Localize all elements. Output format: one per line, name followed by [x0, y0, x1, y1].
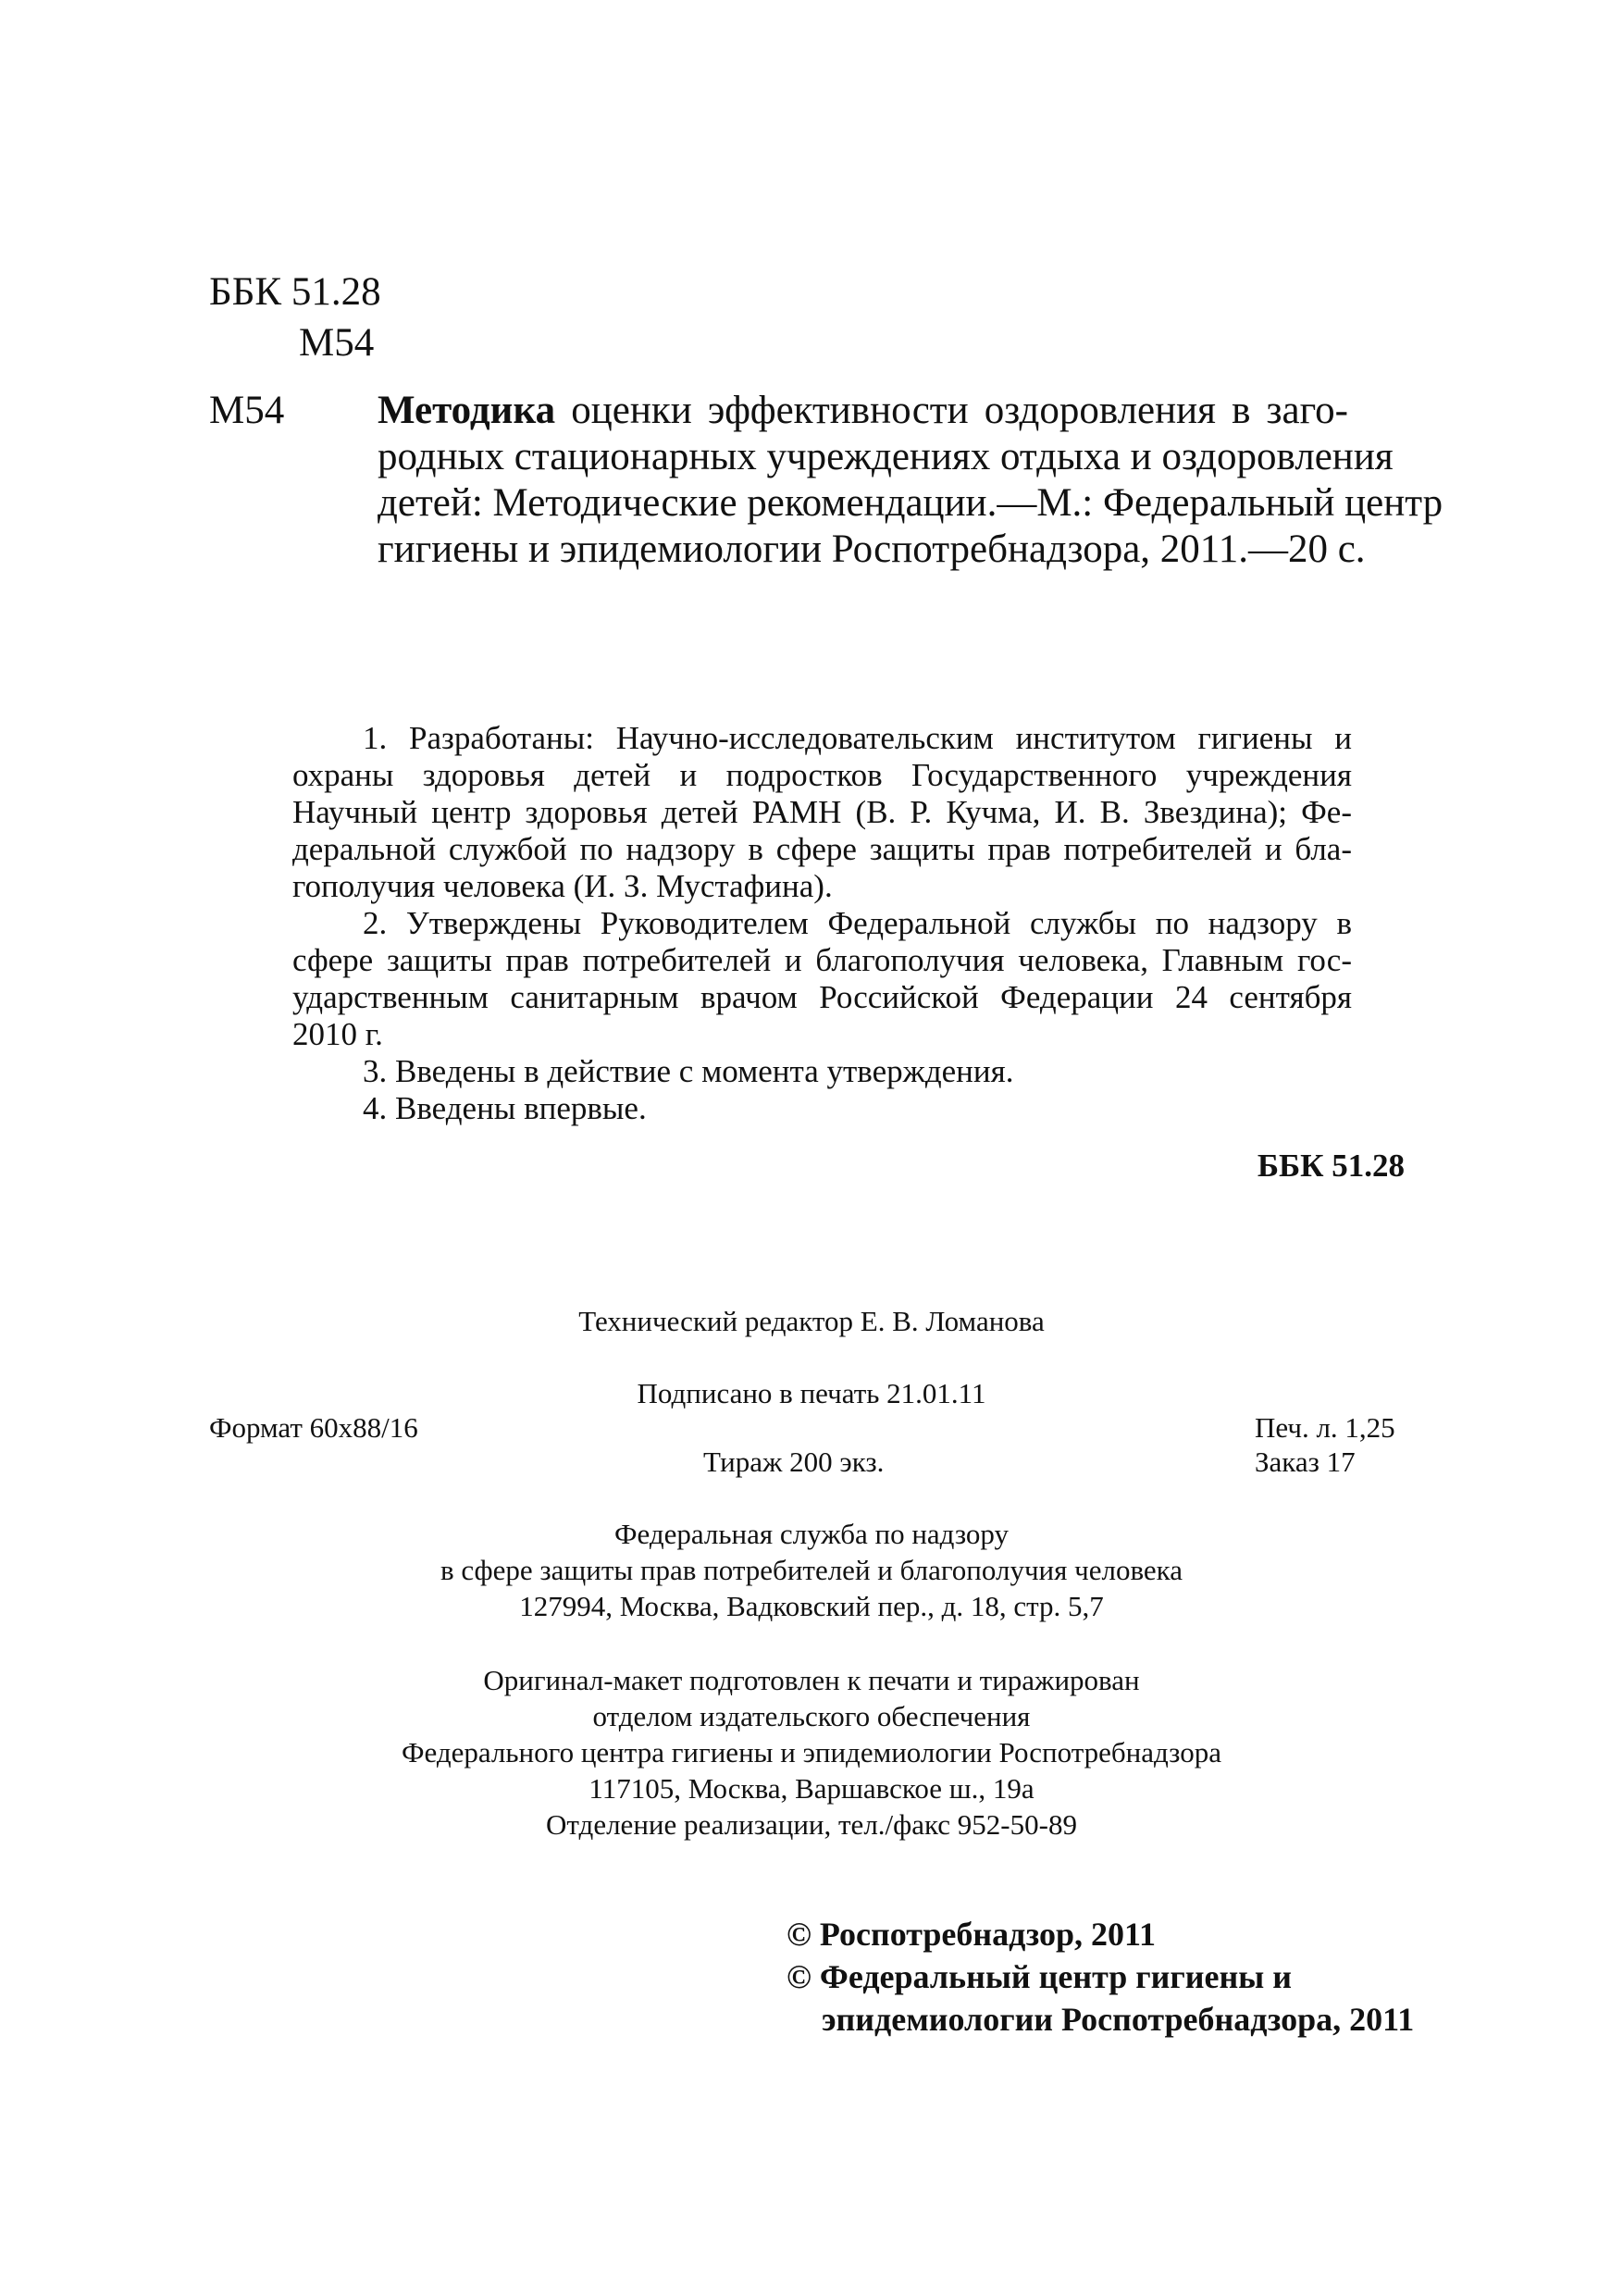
author-mark: М54 — [299, 321, 375, 365]
record-line-1-rest: оценки эффективности оздоровления в заго- — [555, 389, 1348, 432]
layout-line-5: Отделение реализации, тел./факс 952-50-89 — [546, 1808, 1077, 1841]
note-4: 4. Введены впервые. — [363, 1090, 647, 1126]
note-1-line-2: охраны здоровья детей и подростков Государственного учреждения — [292, 757, 1352, 793]
record-code: М54 — [209, 389, 285, 432]
print-sheets: Печ. л. 1,25 — [1255, 1411, 1395, 1444]
note-2-line-3: ударственным санитарным врачом Российской Федерации 24 сентября — [292, 979, 1352, 1015]
print-run: Тираж 200 экз. — [703, 1446, 885, 1478]
signed-to-print: Подписано в печать 21.01.11 — [637, 1377, 986, 1409]
layout-line-2: отделом издательского обеспечения — [592, 1700, 1031, 1732]
note-1-line-5: гополучия человека (И. З. Мустафина). — [292, 868, 833, 904]
note-3: 3. Введены в действие с момента утверждения. — [363, 1053, 1014, 1089]
publisher-line-3: 127994, Москва, Вадковский пер., д. 18, стр. 5,7 — [519, 1590, 1104, 1622]
note-1-line-1: 1. Разработаны: Научно-исследовательским институтом гигиены и — [363, 720, 1352, 756]
note-2-line-4: 2010 г. — [292, 1016, 383, 1052]
record-title: Методика — [378, 389, 556, 432]
bbk-index: ББК 51.28 — [209, 270, 381, 314]
note-2-line-2: сфере защиты прав потребителей и благополучия человека, Главным гос- — [292, 942, 1352, 978]
note-1-line-4: деральной службой по надзору в сфере защиты прав потребителей и бла- — [292, 831, 1352, 867]
order-number: Заказ 17 — [1255, 1446, 1356, 1478]
copyright-2: © Федеральный центр гигиены и — [787, 1958, 1293, 1995]
record-line-1 — [378, 387, 1348, 435]
copyright-3: эпидемиологии Роспотребнадзора, 2011 — [822, 2001, 1415, 2038]
record-line-3: детей: Методические рекомендации.—М.: Федеральный центр — [378, 481, 1443, 525]
layout-line-1: Оригинал-макет подготовлен к печати и тиражирован — [483, 1664, 1140, 1696]
copyright-1: © Роспотребнадзор, 2011 — [787, 1916, 1157, 1953]
format: Формат 60х88/16 — [209, 1411, 418, 1444]
note-2-line-1: 2. Утверждены Руководителем Федеральной службы по надзору в — [363, 905, 1352, 941]
note-1-line-3: Научный центр здоровья детей РАМН (В. Р. Кучма, И. В. Звездина); Фе- — [292, 794, 1352, 830]
record-line-2: родных стационарных учреждениях отдыха и оздоровления — [378, 435, 1394, 478]
layout-line-4: 117105, Москва, Варшавское ш., 19а — [588, 1772, 1035, 1805]
publisher-line-1: Федеральная служба по надзору — [614, 1518, 1009, 1550]
layout-line-3: Федерального центра гигиены и эпидемиологии Роспотребнадзора — [402, 1736, 1221, 1769]
record-line-4: гигиены и эпидемиологии Роспотребнадзора, 2011.—20 с. — [378, 527, 1366, 571]
publisher-line-2: в сфере защиты прав потребителей и благополучия человека — [440, 1554, 1183, 1586]
bbk-index-right: ББК 51.28 — [1257, 1148, 1405, 1184]
tech-editor: Технический редактор Е. В. Ломанова — [578, 1305, 1045, 1337]
